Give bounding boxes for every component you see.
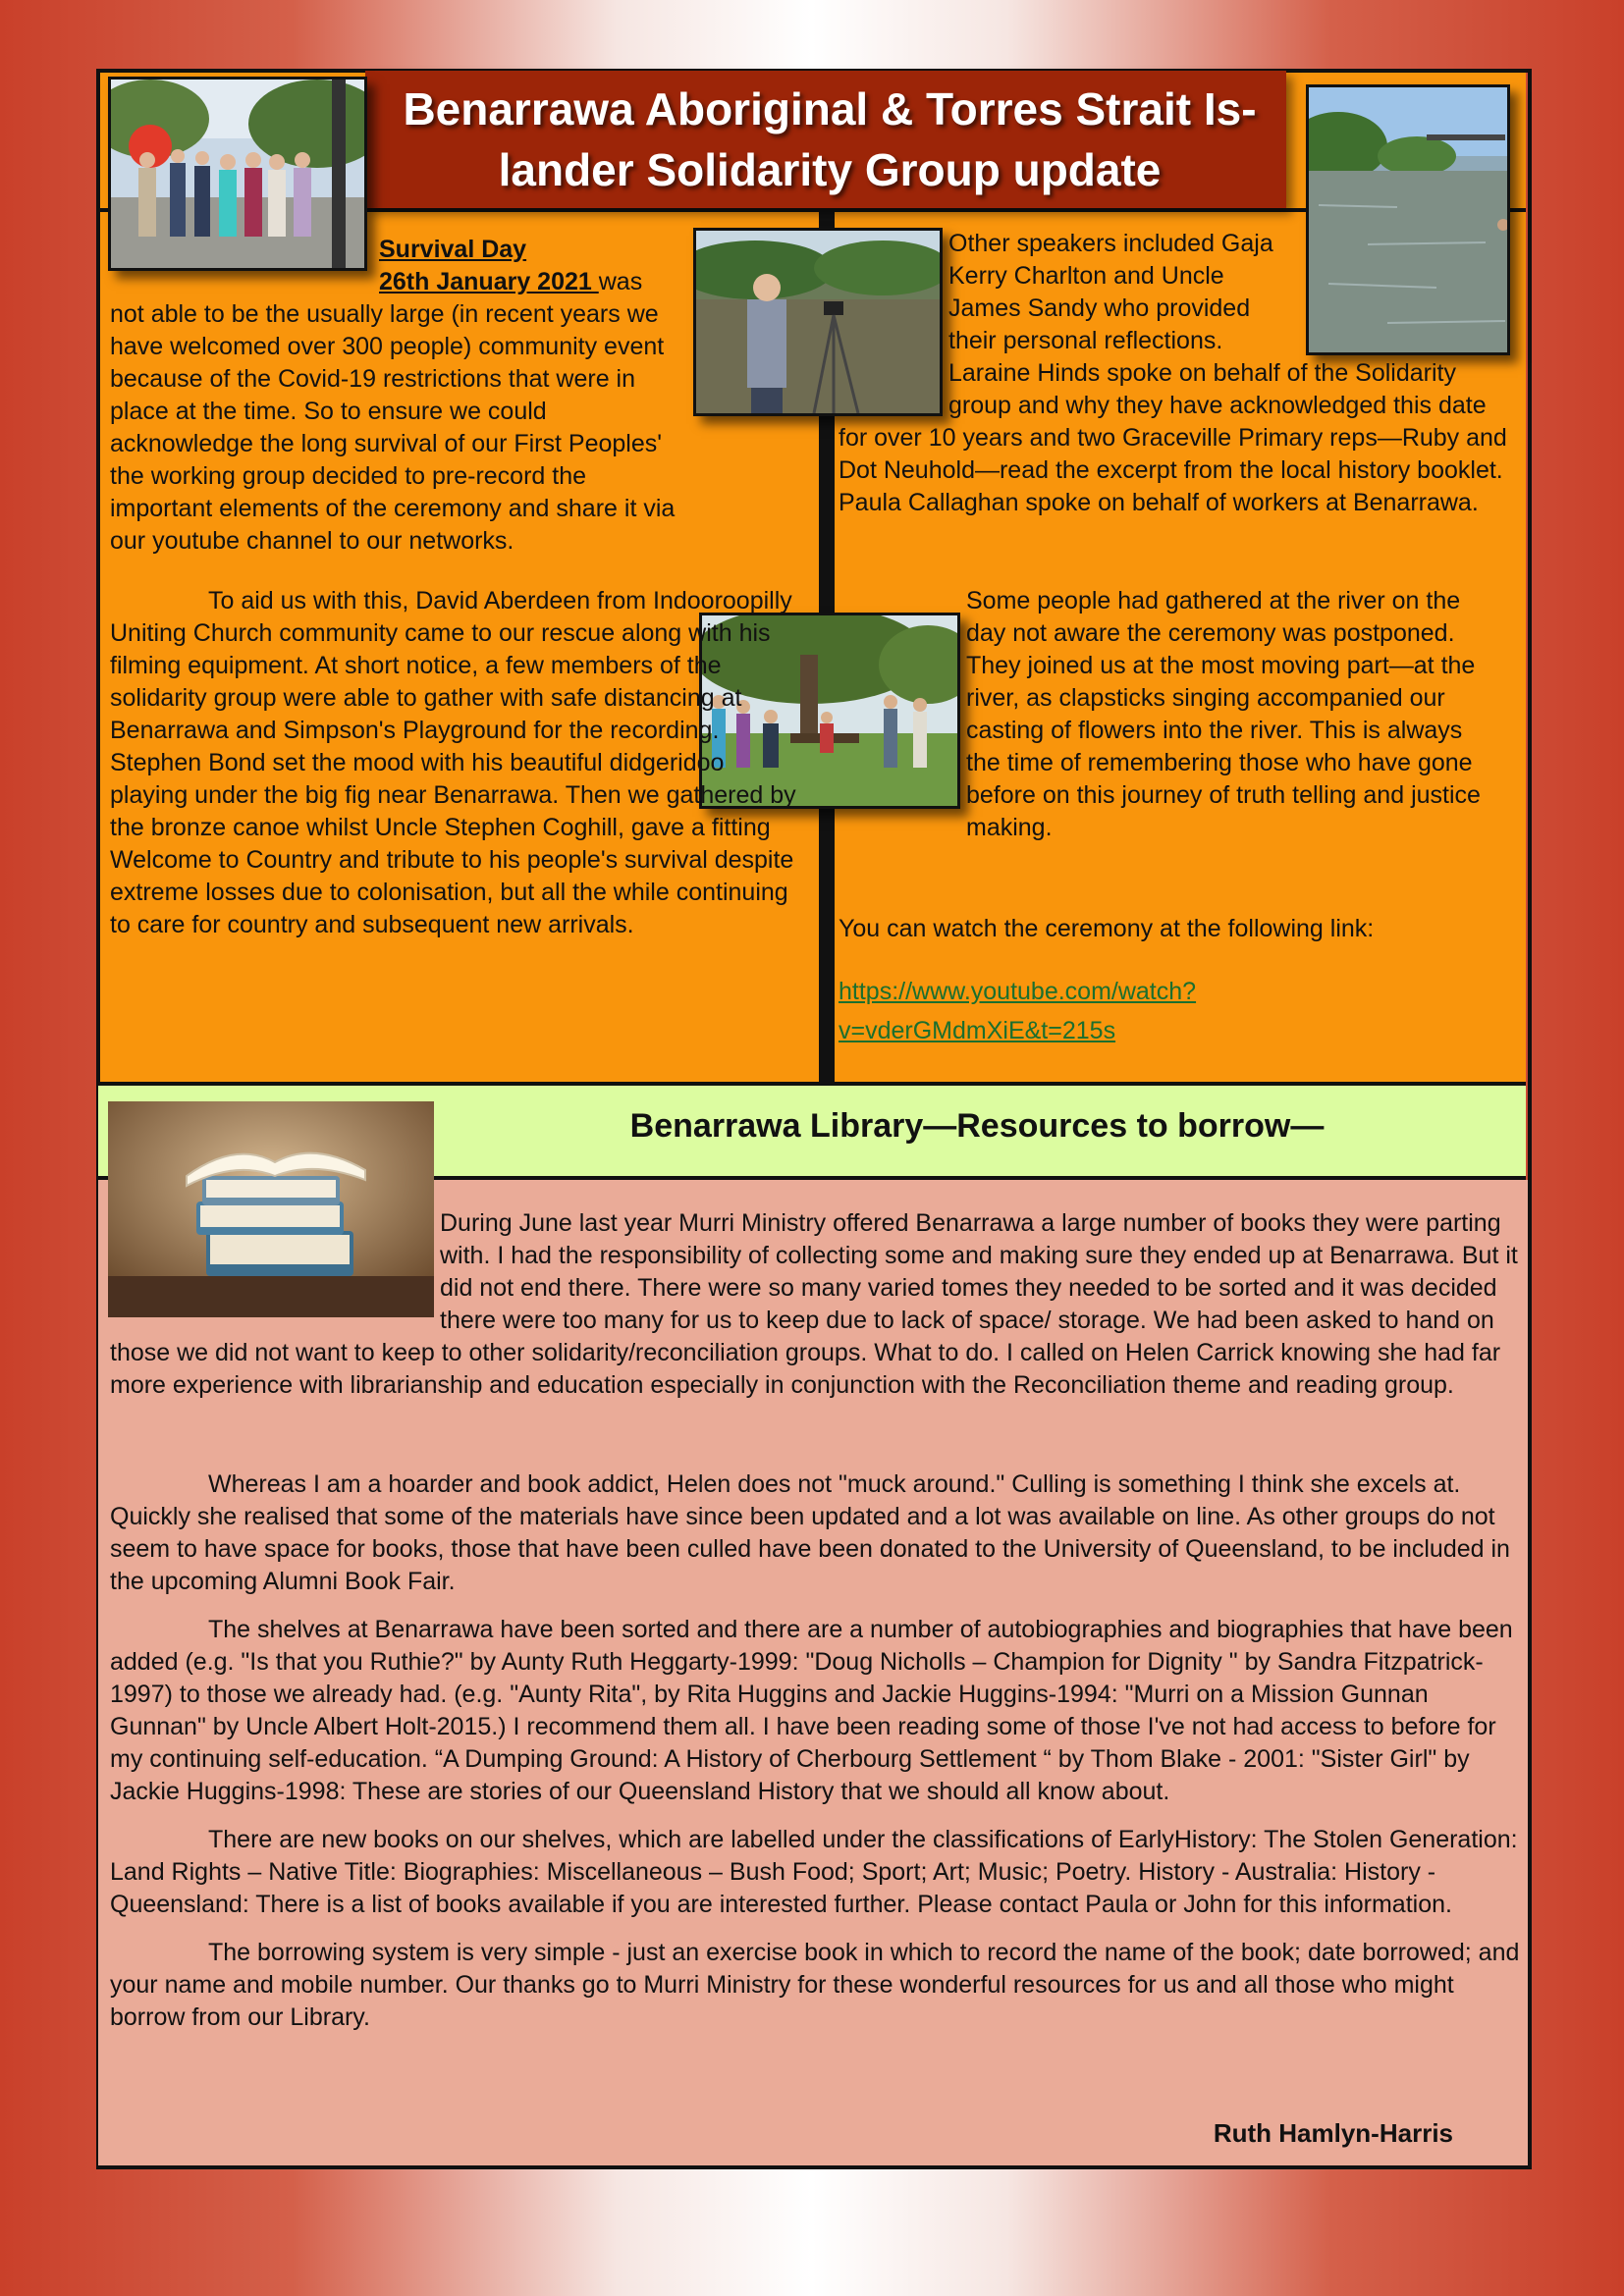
left-paragraph-2 [110,585,805,941]
signature: Ruth Hamlyn-Harris [1213,2118,1453,2148]
survival-day-date: 26th January 2021 [379,268,599,295]
youtube-link[interactable] [839,972,1516,1050]
survival-day-title: Survival Day [379,236,527,263]
left-paragraph-2-text: To aid us with this, David Aberdeen from Indooroopilly Uniting Church community came to our rescue along with his filming equipment. At short notice, a few members of the solidarity group were able to gather with safe distancing at Benarrawa and Simpson's Playground for the recording. Stephen Bond set the mood with his beautiful didgeridoo playing under the big fig near Benarrawa. Then we gathered by the bronze canoe whilst Uncle Stephen Coghill, gave a fitting Welcome to Country and tribute to his people's survival despite extreme losses due to colonisation, but all the while continuing to care for country and subsequent new arrivals. [110,587,796,938]
right-paragraph-1-text: Other speakers included Gaja Kerry Charlton and Uncle James Sandy who provided their personal reflections. Laraine Hinds spoke on behalf of the Solidarity group and why they have acknowledged this date for over 10 years and two Graceville Primary reps—Ruby and Dot Neuhold—read the excerpt from the local history booklet. Paula Callaghan spoke on behalf of workers at Benarrawa. [839,228,1516,519]
survival-day-heading [379,234,683,298]
group-photo-image [111,80,364,268]
left-paragraph-1: not able to be the usually large (in recent years we have welcomed over 300 people) community event because of the Covid-19 restrictions that were in place at the time. So to ensure we could acknowledge the long survival of our First Peoples' the working group decided to pre-record the important elements of the ceremony and share it via our youtube channel to our networks. [110,300,676,555]
group-photo [108,77,367,271]
library-paragraph-4: There are new books on our shelves, which are labelled under the classifications of EarlyHistory: The Stolen Generation: Land Rights – Native Title: Biographies: Miscellaneous – Bush Food; Sport; Art; Music; Poetry. History - Australia: History - Queensland: There is a list of books available if you are interested further. Please contact Paula or John for this information. [110,1826,1518,1918]
page-title-line2: lander Solidarity Group update [498,144,1162,195]
library-paragraph-5: The borrowing system is very simple - just an exercise book in which to record the name of the book; date borrowed; and your name and mobile number. Our thanks go to Murri Ministry for these wonderful resources for us and all those who might borrow from our Library. [110,1939,1520,2031]
library-paragraph-2: Whereas I am a hoarder and book addict, Helen does not "muck around." Culling is something I think she excels at. Quickly she realised that some of the materials have since been updated and a lot was available on line. As other groups do not seem to have space for books, those that have been culled have been donated to the University of Queensland, to be included in the upcoming Alumni Book Fair. [110,1470,1510,1595]
page-title [373,79,1286,200]
watch-text: You can watch the ceremony at the following link: [839,915,1375,942]
library-paragraph-1: During June last year Murri Ministry offered Benarrawa a large number of books they were parting with. I had the responsibility of collecting some and making sure they ended up at Benarrawa. But it did not end there. There were so many varied tomes they needed to be sorted and it was decided there were too many for us to keep due to lack of space/ storage. We had been asked to hand on those we did not want to keep to other solidarity/reconciliation groups. What to do. I called on Helen Carrick knowing she had far more experience with librarianship and education especially in conjunction with the Reconciliation theme and reading group. [110,1209,1518,1399]
youtube-link-line1[interactable]: https://www.youtube.com/watch? [839,978,1197,1005]
library-paragraphs [110,1468,1524,2034]
survival-day-was: was [598,268,643,295]
library-paragraph-3: The shelves at Benarrawa have been sorted and there are a number of autobiographies and biographies that have been added (e.g. "Is that you Ruthie?" by Aunty Ruth Heggarty-1999: "Doug Nicholls – Champion for Dignity " by Sandra Fitzpatrick-1997) to those we already had. (e.g. "Aunty Rita", by Rita Huggins and Jackie Huggins-1994: "Murri on a Mission Gunnan Gunnan" by Uncle Albert Holt-2015.) I recommend them all. I have been reading some of those I've not had access to before for my continuing self-education. “A Dumping Ground: A History of Cherbourg Settlement “ by Thom Blake - 2001: "Sister Girl" by Jackie Huggins-1998: These are stories of our Queensland History that we should all know about. [110,1616,1513,1805]
river-photo-spacer [1296,228,1516,357]
page-title-line1: Benarrawa Aboriginal & Torres Strait Is- [403,83,1257,134]
right-paragraph-1 [839,228,1516,519]
library-title: Benarrawa Library—Resources to borrow— [629,1107,1325,1145]
right-paragraph-2: Some people had gathered at the river on the day not aware the ceremony was postponed. They joined us at the most moving part—at the river, as clapsticks singing accompanied our casting of flowers into the river. This is always the time of remembering those who have gone before on this journey of truth telling and justice making. [966,587,1481,841]
youtube-link-line2[interactable]: v=vderGMdmXiE&t=215s [839,1017,1116,1044]
